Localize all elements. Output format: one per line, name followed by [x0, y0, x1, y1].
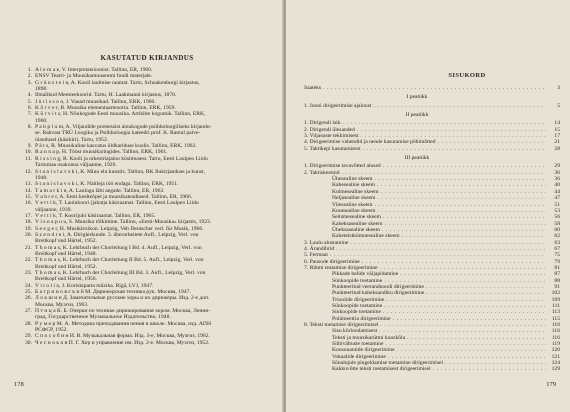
- reference-line: T h o m a s, K. Lehrbuch der Chorleitung I Bd. 4. Aufl., Leipzig, Verl. von: [35, 244, 202, 251]
- reference-text: [35, 124, 272, 143]
- toc-entry-label: 4. Ärandibrid: [304, 245, 335, 252]
- reference-number: 22.: [25, 257, 32, 264]
- toc-page-number: 111: [552, 303, 560, 309]
- toc-page-number: 87: [554, 271, 560, 278]
- reference-line: Breitkopf und Härtel, 1956.: [35, 276, 97, 283]
- reference-number: 18.: [25, 219, 32, 226]
- toc-entry-label: Viiesealine skeem: [332, 201, 373, 208]
- reference-item: [22, 80, 272, 93]
- reference-item: [22, 232, 272, 245]
- reference-item: [22, 124, 272, 143]
- toc-page-number: 116: [551, 322, 560, 329]
- reference-line: T a m a r k i n, A. Lauloga läbi aegade. Tallinn, ER, 1963.: [35, 187, 165, 194]
- reference-line: 1898.: [35, 86, 48, 93]
- reference-number: 19.: [25, 225, 32, 232]
- reference-number: 5.: [27, 98, 32, 105]
- toc-entry-label: Trioolide dirigeerimine: [332, 296, 385, 303]
- toc-page-number: 119: [551, 341, 560, 348]
- toc-entry-label: Sinkoopide toetamine: [332, 309, 381, 316]
- toc-entry-label: Kakkuvõtte teksti toetamisest dirigeerimisel: [332, 366, 431, 373]
- reference-line: G r ü n s t e i n, A. Kooli laulmise raamat. Tartu, Schnakenburgi kirjastus,: [35, 79, 200, 86]
- toc-page-number: 115: [551, 315, 560, 322]
- reference-line: väljaanne, 1939.: [35, 206, 72, 213]
- reference-text: [35, 169, 272, 182]
- reference-text: [35, 270, 272, 283]
- reference-number: 23.: [25, 270, 32, 276]
- toc-entry-label: Ühesealine skeem: [332, 176, 373, 183]
- reference-number: 20.: [25, 231, 32, 238]
- toc-page-number: 3: [557, 85, 560, 91]
- reference-number: 4.: [27, 92, 32, 99]
- toc-leader-dots: [323, 85, 546, 91]
- reference-line: J ü r i s s o n, J. Vanad muusikad. Tallinn, ERK, 1960.: [35, 98, 156, 105]
- toc-page-number: 116: [551, 334, 560, 341]
- reference-number: 6.: [27, 105, 32, 112]
- toc-page-number: 62: [554, 233, 560, 240]
- toc-page-number: 21: [554, 139, 560, 146]
- toc-page-number: 81: [554, 264, 560, 271]
- toc-page-number: 121: [551, 353, 560, 360]
- toc-entry-label: Polümeetria dirigeerimine: [332, 315, 391, 322]
- reference-text: [35, 308, 272, 321]
- reference-number: 3.: [27, 79, 32, 86]
- reference-line: ülandusel (käsikiri). Tartu, 1952.: [35, 136, 109, 143]
- reference-item: [22, 321, 272, 334]
- toc-entry-label: Kaheksasealine skeem: [332, 220, 383, 227]
- reference-item: [22, 245, 272, 258]
- toc-page-number: 120: [551, 347, 560, 354]
- reference-line: РСФСР, 1952.: [35, 327, 68, 334]
- reference-text: [35, 340, 272, 346]
- reference-number: 27.: [25, 308, 32, 315]
- toc-page-number: 47: [554, 195, 560, 202]
- toc-entry-label: Vokaalide dirigeerimine: [332, 353, 386, 360]
- reference-line: Р у м е р М. А. Методика преподавания пения в школе. Москва, изд. АПН: [35, 320, 211, 327]
- toc-entry-label: 4. Dirigeerimise vahendid ja nende kasutamise põhimõtted: [304, 139, 436, 146]
- reference-number: 7.: [27, 111, 32, 118]
- toc-page-number: 109: [551, 296, 560, 303]
- reference-line: V i t o l i n, J. Koriskiparta mūzika. Rīgā, LVJ, 1947.: [35, 282, 154, 289]
- reference-line: P ä t s, R. Muusikaline kasvatus üldhariduse koolis. Tallinn, ERK, 1962.: [35, 143, 197, 150]
- toc-entry-label: Punkteeritud kaheksandiku dirigeerimine: [332, 290, 425, 297]
- reference-text: [35, 156, 272, 169]
- toc-page-number: 40: [554, 182, 560, 189]
- reference-line: T h o m a s, K. Lehrbuch der Chorleitung III Bd. 3. Aufl., Leipzig, Verl. von: [35, 270, 206, 276]
- toc-entry-label: Sünkoopide toetamine: [332, 303, 383, 309]
- reference-text: [35, 111, 272, 124]
- reference-line: 1948.: [35, 174, 48, 181]
- toc-page-number: 36: [554, 169, 560, 176]
- reference-number: 29.: [25, 333, 32, 340]
- toc-page-number: 113: [551, 309, 560, 316]
- toc-entry-label: Kaheteistkümnesealine skeem: [332, 233, 400, 240]
- toc-page-number: 51: [554, 201, 560, 208]
- reference-line: R a n n a p, H. Tööst muusikaringides. Tallinn, ERK, 1961.: [35, 149, 168, 156]
- toc-entry-label: 7. Rütmi teatamise dirigeerimine: [304, 264, 378, 271]
- reference-line: T h o m a s, K. Lehrbuch der Chorleitung II Bd. 5. Aufl., Leipzig, Verl. von: [35, 257, 204, 264]
- reference-line: Tartumaa osakonna väljaanne, 1926.: [35, 162, 117, 169]
- reference-text: [35, 80, 272, 93]
- reference-line: K õ r v e r, B. Muusika elementaarteooria. Tallinn, ERK, 1959.: [35, 105, 176, 112]
- toc-leader-dots: [433, 366, 546, 372]
- toc-entry-label: 1. Dirigeerimise tavavõtted alused: [304, 163, 381, 170]
- reference-item: [22, 295, 272, 308]
- reference-line: Breitkopf und Härtel, 1952.: [35, 238, 97, 245]
- reference-number: 30.: [25, 339, 32, 346]
- toc-entry-label: Üheksasealine skeem: [332, 226, 380, 233]
- reference-line: ENSV Teatri- ja Muusikamuuseumi fondi materjale.: [35, 73, 153, 80]
- toc-page-number: 14: [554, 120, 560, 127]
- reference-line: A l e m a e, V. Interpretatsioonist. Tallinn, ER, 1960.: [35, 67, 153, 73]
- right-page: [286, 0, 570, 412]
- toc-page-number: 75: [554, 252, 560, 259]
- reference-line: V a h t e r, A. Eesti keelteõpet ja muusikateadlased. Tallinn, ER, 1966.: [35, 193, 193, 200]
- reference-line: Ч е с н о к о в П. Г. Хор и управление им. Изд. 2-е. Москва, Музгиз, 1952.: [35, 339, 210, 346]
- reference-item: [22, 270, 272, 283]
- table-of-contents: [304, 85, 560, 373]
- toc-page-number: 44: [554, 188, 560, 195]
- toc-entry-label: Neljasealine skeem: [332, 195, 376, 202]
- reference-number: 28.: [25, 320, 32, 327]
- reference-number: 8.: [27, 124, 32, 131]
- reference-list: [22, 67, 272, 346]
- toc-entry-label: Seitsmesealine skeem: [332, 214, 381, 221]
- toc-page-number: 15: [554, 126, 560, 133]
- reference-line: S e e g e r, H. Musiklexikon. Leipzig, Veb Deutscher verl. für Musik, 1966.: [35, 225, 204, 232]
- reference-line: Б а г р и н о в с к и й М. Дирижерская техника рук. Москва, 1947.: [35, 289, 191, 296]
- toc-page-number: 36: [554, 176, 560, 183]
- reference-line: S t a n i s l a v s k i, K. Minu elu kunstis. Tallinn, RK Ilukirjanduse ja kunst,: [35, 168, 205, 175]
- toc-entry-label: Saateks: [304, 85, 322, 91]
- reference-text: [35, 200, 272, 213]
- toc-entry-label: 2. Taktiskeemid: [304, 169, 340, 176]
- toc-chapter-heading: II peatükk: [405, 112, 429, 119]
- reference-line: se. Rahvast TRÜ Loogika ja Psühholoogia kateedri prof. K. Ramul palve-: [35, 130, 201, 137]
- toc-page-number: 17: [554, 133, 560, 140]
- reference-line: K õ r v i t s, H. Nõukogude Eesti muusika. Artiklite kogumik. Tallinn, ERK,: [35, 111, 206, 118]
- toc-entry-label: 2. Dirigendi ülesanded: [304, 126, 355, 133]
- toc-entry-label: 8. Teksti toetamise dirigeerimisel: [304, 322, 379, 329]
- toc-chapter-heading: III peatükk: [404, 155, 430, 162]
- reference-number: 11.: [25, 155, 32, 162]
- toc-entry-label: 5. Taktikepi kasutamisest: [304, 145, 361, 152]
- toc-leader-dots: [373, 103, 546, 109]
- toc-entry-label: Teksti ja muusikarütmi kooskõla: [332, 334, 406, 341]
- toc-entry-label: Sõnalujule pingeldamise toetamine dirigeerimisel: [332, 360, 444, 367]
- toc-entry-label: Konsonantide dirigeerimine: [332, 347, 395, 354]
- toc-entry-label: 1. Dirigendi isik: [304, 120, 341, 127]
- toc-entry-label: Sünkoopide toetamine: [332, 277, 383, 284]
- toc-page-number: 63: [554, 239, 560, 246]
- reference-line: 1960.: [35, 117, 48, 124]
- reference-item: [22, 308, 272, 321]
- reference-number: 2.: [27, 73, 32, 80]
- page-number-left: 178: [14, 381, 24, 388]
- reference-number: 1.: [27, 67, 32, 73]
- left-page: [0, 0, 284, 412]
- reference-number: 14.: [25, 187, 32, 194]
- contents-title: SISUKORD: [448, 72, 486, 79]
- reference-text: [35, 245, 272, 258]
- reference-number: 9.: [27, 143, 32, 150]
- toc-page-number: 129: [551, 366, 560, 373]
- reference-line: S t a n i s l a v s k i, K. Näitleja töö endaga. Tallinn, ERK, 1951.: [35, 181, 179, 188]
- reference-item: [22, 200, 272, 213]
- toc-entry: [304, 103, 560, 109]
- reference-line: S z e n d r e i, A. Dirigierkunde. 3. überarbeitete Aufl., Leipzig, Verl. von: [35, 231, 199, 238]
- reference-text: [35, 257, 272, 270]
- reference-line: Л о к ш и н Д. Замечательные русские хоры и их дирижеры. Изд. 2-е доп.: [35, 295, 210, 302]
- reference-number: 17.: [25, 212, 32, 219]
- reference-line: П т и ц а К. Б. Очерки по технике дирижирования хором. Москва, Ленин-: [35, 308, 211, 315]
- toc-entry-label: Kahesealine skeem: [332, 182, 376, 189]
- toc-entry-label: Silbivältuste toetamine: [332, 341, 384, 348]
- reference-line: V e t t i k, T. Koorijuhi käsiraamat. Tallinn, ER, 1965.: [35, 212, 156, 219]
- toc-chapter-heading: I peatükk: [406, 94, 428, 101]
- toc-page-number: 116: [551, 328, 560, 335]
- reference-number: 26.: [25, 295, 32, 302]
- reference-number: 25.: [25, 289, 32, 296]
- toc-entry-label: Punkteeritud veerandnoodi dirigeerimine: [332, 283, 424, 290]
- reference-item: [22, 156, 272, 169]
- toc-leader-dots: [363, 146, 546, 152]
- toc-entry: [304, 85, 560, 91]
- toc-entry-label: 1. Jooni dirigeerimise ajaloost: [304, 102, 372, 109]
- reference-text: [35, 321, 272, 334]
- reference-line: Москва, Музгиз, 1963.: [35, 301, 89, 308]
- reference-line: Breitkopf und Härtel, 1948.: [35, 250, 97, 257]
- reference-item: [22, 111, 272, 124]
- reference-line: R i s s i n g, R. Kooli ja orkestriajaloo küsimusest. Tartu, Eesti Laulpeo Liidu: [35, 155, 208, 162]
- reference-line: Breitkopf und Härtel, 1952.: [35, 263, 97, 270]
- reference-number: 24.: [25, 282, 32, 289]
- toc-entry-label: 3. Laulu alustamine: [304, 239, 349, 246]
- toc-page-number: 91: [554, 283, 560, 290]
- reference-line: Ilmalikud Meesteekoorid. Tartu, H. Laakmanni kirjastus, 1870.: [35, 92, 177, 99]
- toc-page-number: 53: [554, 207, 560, 214]
- reference-line: С п о с о б и н И. В. Музыкальная форма. Изд. 3-е, Москва, Музгиз, 1962.: [35, 333, 210, 340]
- reference-number: 21.: [25, 244, 32, 251]
- toc-entry-label: 5. Fermaat: [304, 252, 328, 259]
- toc-entry-label: Kolmesealine skeem: [332, 188, 379, 195]
- reference-number: 13.: [25, 181, 32, 188]
- reference-line: P a b p l u m, A. Viljandide protsessist ainukogude psühholoogiliseks kirjandu-: [35, 124, 212, 131]
- references-title: KASUTATUD KIRJANDUS: [100, 54, 194, 62]
- toc-page-number: 79: [554, 258, 560, 265]
- toc-page-number: 29: [554, 163, 560, 170]
- toc-entry: [304, 146, 560, 152]
- reference-item: [22, 340, 272, 346]
- reference-number: 15.: [25, 193, 32, 200]
- reference-number: 12.: [25, 168, 32, 175]
- reference-item: [22, 169, 272, 182]
- toc-page-number: 60: [554, 226, 560, 233]
- toc-page-number: 67: [554, 245, 560, 252]
- toc-page-number: 28: [554, 145, 560, 152]
- reference-line: V i s n a p u u, S. Muusika tõlkimine. Tallinn, «Eesti-Muusika» kirjastis, 1923.: [35, 219, 212, 226]
- reference-text: [35, 232, 272, 245]
- reference-item: [22, 257, 272, 270]
- reference-text: [35, 295, 272, 308]
- toc-entry-label: Pikkade helide väljapidamine: [332, 271, 399, 278]
- reference-number: 10.: [25, 149, 32, 156]
- toc-entry: [304, 366, 560, 372]
- toc-entry-label: Sisu kõrlondamisest: [332, 328, 378, 335]
- reference-line: град, Государственное Музыкальное Издательство, 1948.: [35, 314, 171, 321]
- page-number-right: 179: [546, 381, 556, 388]
- toc-entry-label: 6. Pausode dirigeerimine: [304, 258, 360, 265]
- reference-number: 16.: [25, 200, 32, 207]
- toc-entry-label: 3. Viljasuste tekkimisest: [304, 133, 359, 140]
- toc-entry-label: Kuuesealine skeem: [332, 207, 376, 214]
- toc-page-number: 58: [554, 220, 560, 227]
- toc-page-number: 102: [551, 290, 560, 297]
- toc-page-number: 88: [554, 277, 560, 284]
- toc-page-number: 5: [557, 102, 560, 109]
- toc-page-number: 56: [554, 214, 560, 221]
- reference-line: V e t t i k, T. Laulukoori (jahatja käsiraamat. Tallinn, Eesti Laulpeo Liidu: [35, 200, 199, 207]
- toc-page-number: 124: [551, 360, 560, 367]
